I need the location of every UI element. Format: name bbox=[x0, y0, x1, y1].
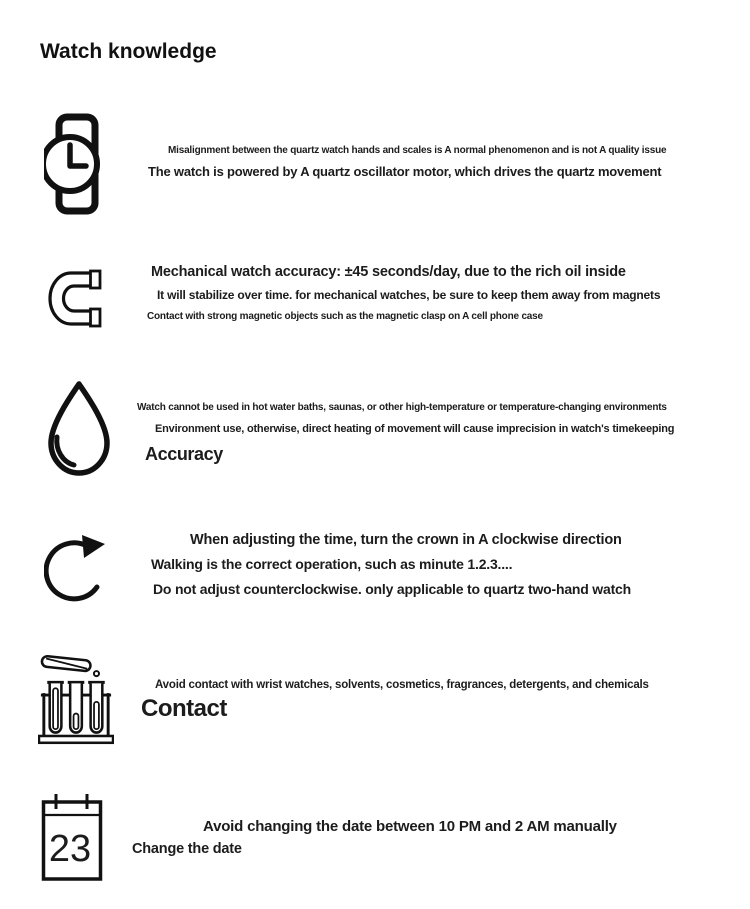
info-line: Contact with strong magnetic objects such as the magnetic clasp on A cell phone case bbox=[147, 311, 543, 322]
test-tubes-icon bbox=[38, 648, 114, 746]
page-title: Watch knowledge bbox=[40, 40, 217, 63]
wrist-watch-icon bbox=[44, 113, 106, 215]
info-line: When adjusting the time, turn the crown in A clockwise direction bbox=[190, 532, 622, 548]
magnet-icon bbox=[48, 269, 102, 328]
calendar-icon bbox=[40, 792, 104, 883]
water-drop-icon bbox=[42, 379, 116, 481]
info-line: Mechanical watch accuracy: ±45 seconds/day, due to the rich oil inside bbox=[151, 264, 626, 280]
rotate-clockwise-icon bbox=[44, 527, 110, 609]
section-heading-contact: Contact bbox=[141, 695, 227, 722]
info-line: Watch cannot be used in hot water baths, saunas, or other high-temperature or temperature-changing environments bbox=[137, 402, 667, 413]
info-line: The watch is powered by A quartz oscillator motor, which drives the quartz movement bbox=[148, 164, 662, 179]
info-line: Avoid contact with wrist watches, solvents, cosmetics, fragrances, detergents, and chemicals bbox=[155, 679, 649, 691]
calendar-day-number: 23 bbox=[48, 828, 92, 870]
info-line: Walking is the correct operation, such as minute 1.2.3.... bbox=[151, 556, 513, 572]
info-line: It will stabilize over time. for mechanical watches, be sure to keep them away from magnets bbox=[157, 288, 661, 302]
info-line: Do not adjust counterclockwise. only applicable to quartz two-hand watch bbox=[153, 581, 631, 597]
section-heading-accuracy: Accuracy bbox=[145, 444, 223, 464]
info-line: Environment use, otherwise, direct heating of movement will cause imprecision in watch's timekeeping bbox=[155, 423, 675, 435]
info-line: Misalignment between the quartz watch hands and scales is A normal phenomenon and is not A quality issue bbox=[168, 145, 667, 156]
info-line: Change the date bbox=[132, 841, 242, 857]
info-line: Avoid changing the date between 10 PM and 2 AM manually bbox=[203, 818, 617, 835]
